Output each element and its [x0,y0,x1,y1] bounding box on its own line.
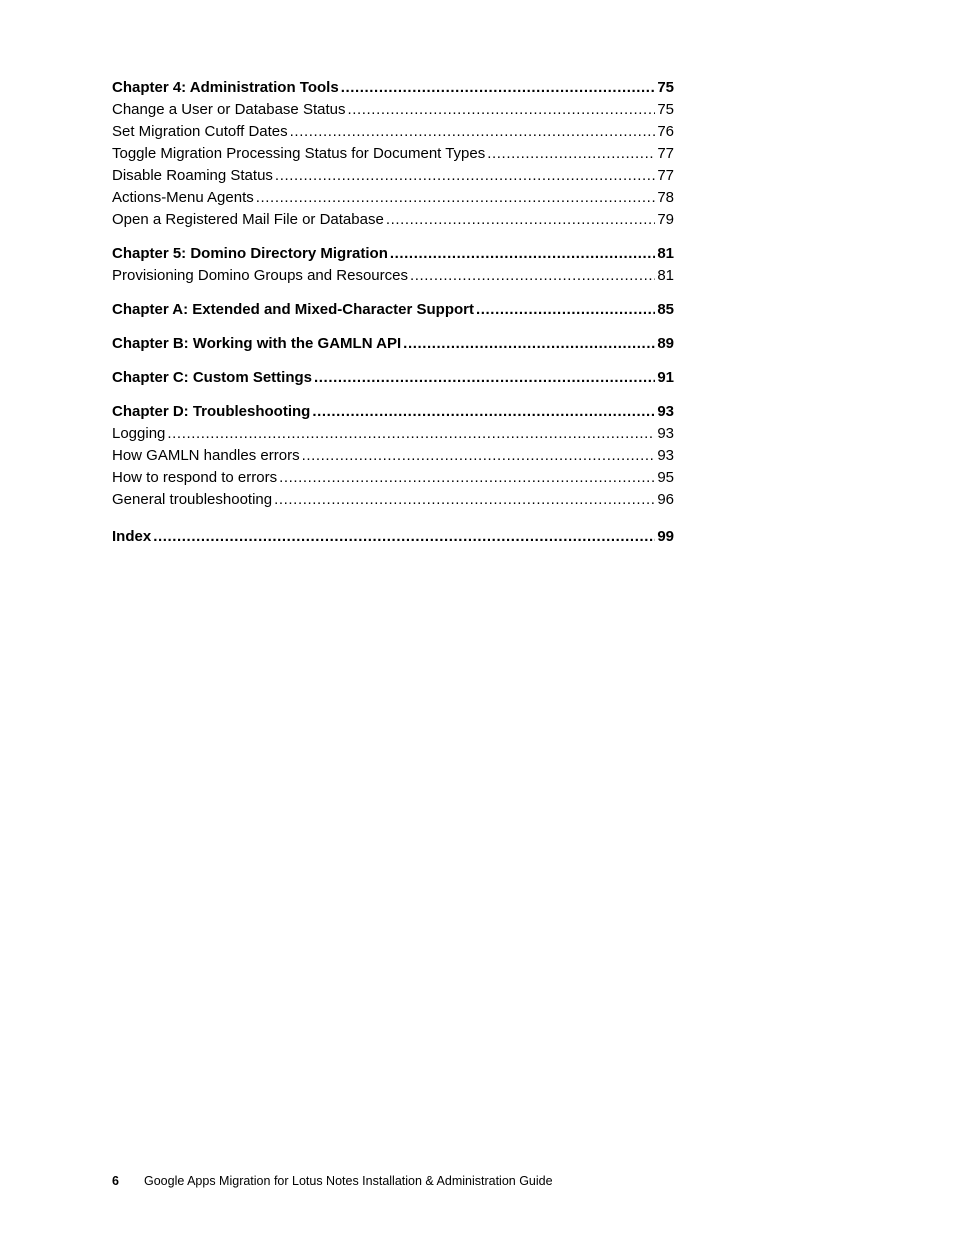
toc-section-entry[interactable] [112,265,674,287]
toc-entry-page: 93 [657,403,674,420]
toc-group-chapter-a [112,299,674,321]
toc-entry-title: Chapter B: Working with the GAMLN API [112,335,402,352]
dot-leader [314,367,655,389]
toc-chapter-entry[interactable] [112,77,674,99]
toc-entry-title: Logging [112,425,166,442]
dot-leader [403,333,655,355]
toc-section-entry[interactable] [112,121,674,143]
toc-entry-title: General troubleshooting [112,491,273,508]
dot-leader [312,401,655,423]
dot-leader [302,445,656,467]
toc-chapter-entry[interactable] [112,367,674,389]
toc-group-index [112,526,674,548]
toc-entry-page: 93 [657,447,674,464]
toc-entry-title: Set Migration Cutoff Dates [112,123,288,140]
toc-group-chapter-4 [112,77,674,231]
dot-leader [476,299,655,321]
toc-entry-page: 76 [657,123,674,140]
toc-entry-title: Disable Roaming Status [112,167,273,184]
dot-leader [390,243,655,265]
dot-leader [256,187,656,209]
toc-entry-page: 77 [657,167,674,184]
toc-section-entry[interactable] [112,209,674,231]
toc-entry-title: Chapter 5: Domino Directory Migration [112,245,388,262]
toc-entry-page: 96 [657,491,674,508]
footer-page-number: 6 [112,1174,119,1188]
toc-chapter-entry[interactable] [112,243,674,265]
dot-leader [487,143,655,165]
toc-entry-page: 95 [657,469,674,486]
toc-chapter-entry[interactable] [112,299,674,321]
table-of-contents [112,77,674,548]
toc-entry-title: Chapter D: Troubleshooting [112,403,311,420]
dot-leader [386,209,656,231]
toc-entry-title: Index [112,528,152,545]
toc-section-entry[interactable] [112,467,674,489]
toc-entry-title: How to respond to errors [112,469,278,486]
toc-entry-title: Chapter A: Extended and Mixed-Character Support [112,301,474,318]
toc-entry-page: 93 [657,425,674,442]
dot-leader [341,77,656,99]
toc-entry-page: 75 [657,101,674,118]
toc-section-entry[interactable] [112,165,674,187]
dot-leader [167,423,655,445]
toc-entry-title: Chapter C: Custom Settings [112,369,313,386]
toc-entry-title: Actions-Menu Agents [112,189,254,206]
toc-entry-page: 81 [657,245,674,262]
dot-leader [153,526,655,548]
toc-entry-title: Toggle Migration Processing Status for Document Types [112,145,486,162]
toc-entry-page: 75 [657,79,674,96]
dot-leader [347,99,655,121]
dot-leader [290,121,656,143]
toc-section-entry[interactable] [112,143,674,165]
dot-leader [410,265,655,287]
toc-chapter-entry[interactable] [112,526,674,548]
toc-entry-page: 89 [657,335,674,352]
toc-group-chapter-5 [112,243,674,287]
toc-section-entry[interactable] [112,423,674,445]
toc-section-entry[interactable] [112,489,674,511]
toc-entry-title: Change a User or Database Status [112,101,346,118]
toc-group-chapter-c [112,367,674,389]
toc-section-entry[interactable] [112,187,674,209]
dot-leader [274,489,655,511]
toc-entry-page: 77 [657,145,674,162]
page-footer [112,1173,553,1189]
toc-group-chapter-d [112,401,674,511]
toc-entry-title: Provisioning Domino Groups and Resources [112,267,408,284]
toc-section-entry[interactable] [112,99,674,121]
toc-entry-title: Open a Registered Mail File or Database [112,211,384,228]
dot-leader [275,165,655,187]
toc-entry-page: 99 [657,528,674,545]
toc-group-chapter-b [112,333,674,355]
toc-entry-page: 79 [657,211,674,228]
dot-leader [279,467,655,489]
toc-entry-page: 81 [657,267,674,284]
toc-entry-page: 78 [657,189,674,206]
footer-document-title: Google Apps Migration for Lotus Notes Installation & Administration Guide [144,1174,553,1188]
toc-entry-title: Chapter 4: Administration Tools [112,79,339,96]
toc-chapter-entry[interactable] [112,333,674,355]
toc-entry-page: 91 [657,369,674,386]
toc-entry-title: How GAMLN handles errors [112,447,300,464]
toc-section-entry[interactable] [112,445,674,467]
toc-entry-page: 85 [657,301,674,318]
toc-chapter-entry[interactable] [112,401,674,423]
